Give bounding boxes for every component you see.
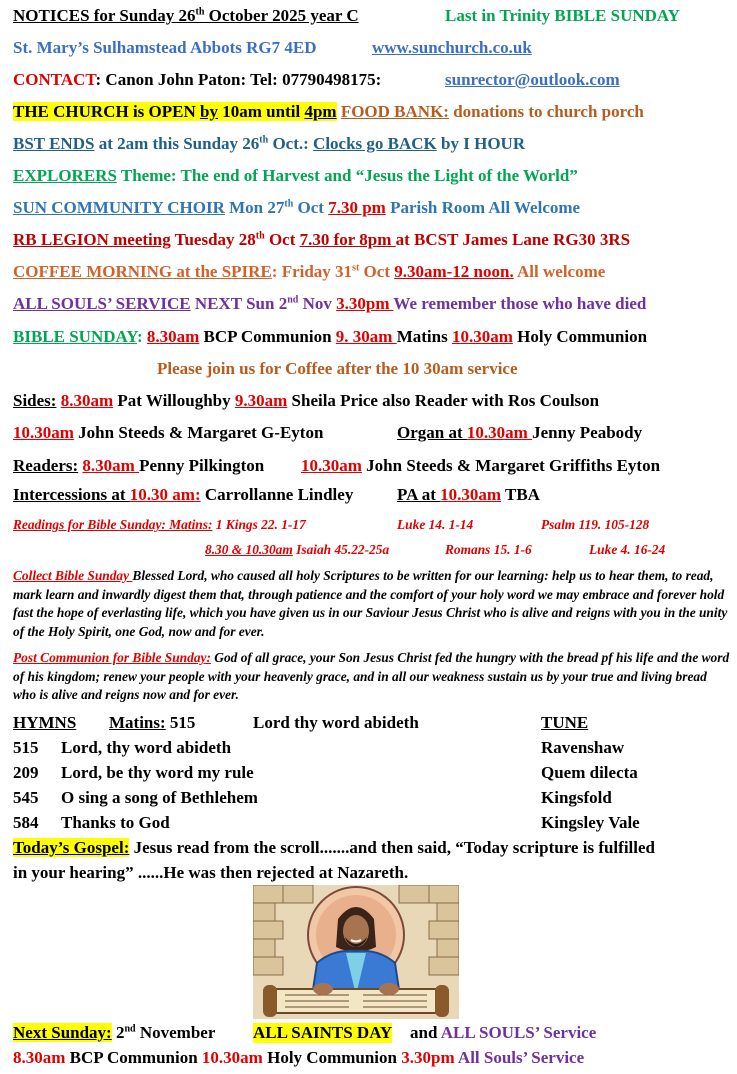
sides-line: [13, 391, 599, 411]
church-open-line: [13, 102, 644, 122]
next-time-3: 3.30pm: [401, 1048, 455, 1067]
sides-person-1: Pat Willoughby: [113, 391, 235, 410]
eucharist-readings-label: 8.30 & 10.30am: [205, 542, 293, 557]
readers-person-1: Penny Pilkington: [139, 456, 265, 475]
bible-sunday-service-1: BCP Communion: [199, 327, 336, 346]
matins-hymn-entry: [109, 713, 195, 733]
all-souls-time: 3.30pm: [336, 294, 394, 313]
next-service-2: Holy Communion: [262, 1048, 402, 1067]
rb-legion-label: RB LEGION meeting: [13, 230, 171, 249]
bible-sunday-time-2: 9. 30am: [335, 327, 397, 346]
hymn-tune: Kingsfold: [541, 788, 612, 807]
church-open-text-2: 10am until: [218, 102, 305, 121]
organ-label: Organ at: [397, 423, 467, 442]
explorers-line: [13, 166, 578, 186]
coffee-morning-text-3: All welcome: [513, 262, 606, 281]
rb-legion-time: 7.30 for 8pm: [299, 230, 396, 249]
pa-time: 10.30am: [440, 485, 502, 504]
intercessions-time: 10.30 am:: [129, 485, 201, 504]
collect-label: Collect Bible Sunday: [13, 568, 133, 583]
choir-label: SUN COMMUNITY CHOIR: [13, 198, 225, 217]
bst-clocks: Clocks go BACK: [313, 134, 437, 153]
next-sunday-line: [13, 1023, 597, 1043]
all-saints-entry: [253, 1023, 392, 1043]
sides-person-3: John Steeds & Margaret G-Eyton: [73, 423, 324, 442]
hymn-tune: Ravenshaw: [541, 738, 625, 757]
eucharist-reading-2: Romans 15. 1-6: [445, 542, 532, 557]
sides-time-2: 9.30am: [234, 391, 288, 410]
church-open-by: by: [200, 102, 218, 121]
tune-heading: TUNE: [541, 713, 589, 732]
readers-person-2: John Steeds & Margaret Griffiths Eyton: [361, 456, 661, 475]
next-service-1: BCP Communion: [65, 1048, 202, 1067]
all-souls-service-entry: [410, 1023, 596, 1043]
bible-sunday-colon: :: [136, 327, 147, 346]
pa-entry: [397, 485, 540, 505]
hymn-number: 209: [13, 763, 39, 782]
intercessions-label: Intercessions at: [13, 485, 130, 504]
notices-title-sup: th: [195, 6, 205, 18]
next-sunday-highlight: [13, 1023, 112, 1042]
rb-legion-line: [13, 230, 630, 250]
next-sunday-sup: nd: [124, 1023, 136, 1035]
rb-legion-text-3: at BCST James Lane RG30 3RS: [395, 230, 631, 249]
bible-sunday-line: [13, 327, 647, 347]
readers-entry-2: [301, 456, 660, 476]
contact-text: : Canon John Paton: Tel: 07790498175:: [95, 70, 382, 89]
explorers-label: EXPLORERS: [13, 166, 117, 185]
bst-sup: th: [259, 134, 269, 146]
notices-title-line: [13, 6, 680, 26]
contact-label: CONTACT: [13, 70, 96, 89]
bible-sunday-service-3: Holy Communion: [512, 327, 648, 346]
hymn-title: Lord, be thy word my rule: [61, 763, 254, 782]
readings-matins-line: [13, 515, 650, 535]
matins-hymn-title: Lord thy word abideth: [253, 713, 419, 732]
choir-time: 7.30 pm: [328, 198, 386, 217]
gospel-line-1: [13, 838, 655, 858]
pa-person: TBA: [501, 485, 540, 504]
eucharist-reading-1: Isaiah 45.22-25a: [292, 542, 390, 557]
coffee-morning-time: 9.30am-12 noon.: [394, 262, 514, 281]
bible-sunday-label: BIBLE SUNDAY: [13, 327, 137, 346]
bst-text-3: by I HOUR: [436, 134, 526, 153]
eucharist-reading-3: Luke 4. 16-24: [589, 542, 666, 557]
notices-title: [13, 6, 359, 25]
next-service-3: All Souls’ Service: [454, 1048, 585, 1067]
hymn-tune: Kingsley Vale: [541, 813, 640, 832]
next-sunday-month: November: [135, 1023, 216, 1042]
all-souls-service: ALL SOULS’ Service: [440, 1023, 597, 1042]
choir-text-3: Parish Room All Welcome: [385, 198, 581, 217]
gospel-text-1: Jesus read from the scroll.......and then said, “Today scripture is fulfilled: [129, 838, 655, 857]
readers-label: Readers:: [13, 456, 79, 475]
organ-person: Jenny Peabody: [532, 423, 643, 442]
gospel-text-2: in your hearing” ......He was then rejected at Nazareth.: [13, 863, 409, 882]
bst-line: [13, 134, 525, 154]
bible-sunday-time-3: 10.30am: [451, 327, 513, 346]
footer-and: and: [410, 1023, 441, 1042]
church-open-text: THE CHURCH is OPEN: [13, 102, 201, 121]
hymn-title: O sing a song of Bethlehem: [61, 788, 258, 807]
coffee-morning-line: [13, 262, 605, 282]
bst-text: at 2am this Sunday 26: [94, 134, 260, 153]
coffee-morning-label: COFFEE MORNING at the SPIRE: [13, 262, 272, 281]
choir-text-2: Oct: [293, 198, 329, 217]
sides-time-1: 8.30am: [60, 391, 114, 410]
all-saints-day: ALL SAINTS DAY: [253, 1023, 393, 1042]
church-open-time: 4pm: [304, 102, 337, 121]
sides-person-2: Sheila Price also Reader with Ros Coulson: [287, 391, 600, 410]
next-sunday-date: 2: [111, 1023, 125, 1042]
choir-line: [13, 198, 580, 218]
matins-reading-2: Luke 14. 1-14: [397, 517, 474, 532]
gospel-label: Today’s Gospel:: [13, 838, 130, 857]
hymn-title: Lord, thy word abideth: [61, 738, 232, 757]
choir-sup: th: [284, 198, 294, 210]
email-link[interactable]: sunrector@outlook.com: [445, 70, 620, 89]
church-address: St. Mary’s Sulhamstead Abbots RG7 4ED: [13, 38, 317, 57]
all-souls-line: [13, 294, 646, 314]
trinity-heading: Last in Trinity BIBLE SUNDAY: [445, 6, 680, 25]
bible-sunday-service-2: Matins: [396, 327, 452, 346]
explorers-text: Theme: The end of Harvest and “Jesus the Light of the World”: [116, 166, 578, 185]
bst-label: BST ENDS: [13, 134, 95, 153]
jesus-reading-scroll-illustration: [253, 885, 459, 1019]
illustration-svg: [253, 885, 459, 1019]
organ-time: 10.30am: [466, 423, 533, 442]
post-communion-label: Post Communion for Bible Sunday:: [13, 650, 211, 665]
contact-line: [13, 70, 620, 90]
website-link[interactable]: www.sunchurch.co.uk: [372, 38, 532, 57]
readers-line: [13, 456, 661, 476]
intercessions-person: Carrollanne Lindley: [200, 485, 354, 504]
hymns-heading-row: [13, 713, 76, 733]
all-souls-text: NEXT Sun 2: [190, 294, 288, 313]
organ-entry: [397, 423, 642, 443]
intercessions-line: [13, 485, 540, 505]
post-communion-text: God of all grace, your Son Jesus Christ fed the hungry with the bread pf his life and the word of his kingdom; renew your people with your heavenly grace, and in all our weakness sustain us by your true and living bread who is alive and reigns now and for ever.: [13, 650, 730, 703]
pa-label: PA at: [397, 485, 441, 504]
all-souls-text-3: We remember those who have died: [393, 294, 647, 313]
collect-paragraph: [13, 567, 733, 641]
next-sunday-label: Next Sunday:: [13, 1023, 112, 1042]
all-souls-label: ALL SOULS’ SERVICE: [13, 294, 191, 313]
notices-title-text: NOTICES for Sunday 26: [13, 6, 196, 25]
collect-text: Blessed Lord, who caused all holy Scriptures to be written for our learning: help us to hear them, to read, mark learn and inwardly digest them that, through patience and the comfort of your holy word we may embrace and forever hold fast the hope of everlasting life, which you have given us in our Saviour Jesus Christ who is alive and reigns with you in the unity of the Holy Spirit, one God, now and for ever.: [13, 568, 728, 639]
next-time-1: 8.30am: [13, 1048, 66, 1067]
hymns-heading: HYMNS: [13, 713, 77, 732]
sides-time-3: 10.30am: [13, 423, 74, 442]
next-time-2: 10.30am: [201, 1048, 263, 1067]
notices-title-text-2: October 2025 year C: [204, 6, 359, 25]
hymn-tune: Quem dilecta: [541, 763, 638, 782]
rb-legion-text: Tuesday 28: [170, 230, 256, 249]
coffee-morning-text: : Friday 31: [271, 262, 353, 281]
sides-label: Sides:: [13, 391, 57, 410]
readers-time-2: 10.30am: [301, 456, 362, 475]
food-bank-label: FOOD BANK:: [340, 102, 449, 121]
matins-reading-1: 1 Kings 22. 1-17: [212, 517, 306, 532]
bible-sunday-time-1: 8.30am: [146, 327, 200, 346]
matins-hymn-label: Matins:: [109, 713, 166, 732]
readings-eucharist-line: [205, 540, 666, 560]
hymn-number: 515: [13, 738, 39, 757]
bst-text-2: Oct.:: [268, 134, 314, 153]
church-address-line: [13, 38, 532, 58]
sides-organ-line: [13, 423, 643, 443]
choir-text: Mon 27: [224, 198, 285, 217]
church-open-highlight: [13, 102, 337, 121]
matins-hymn-number: 515: [165, 713, 196, 732]
matins-reading-3: Psalm 119. 105-128: [541, 517, 650, 532]
hymn-title: Thanks to God: [61, 813, 170, 832]
coffee-morning-text-2: Oct: [359, 262, 395, 281]
next-sunday-services-line: [13, 1048, 584, 1068]
post-communion-paragraph: [13, 649, 733, 705]
readers-time-1: 8.30am: [82, 456, 140, 475]
rb-legion-text-2: Oct: [264, 230, 300, 249]
hymn-number: 545: [13, 788, 39, 807]
all-souls-text-2: Nov: [298, 294, 337, 313]
hymn-number: 584: [13, 813, 39, 832]
all-souls-sup: nd: [287, 294, 299, 306]
coffee-morning-sup: st: [352, 262, 360, 274]
food-bank-text: donations to church porch: [448, 102, 644, 121]
coffee-invitation: Please join us for Coffee after the 10 30am service: [157, 359, 518, 378]
rb-legion-sup: th: [255, 230, 265, 242]
readings-label: Readings for Bible Sunday: Matins:: [13, 517, 213, 532]
